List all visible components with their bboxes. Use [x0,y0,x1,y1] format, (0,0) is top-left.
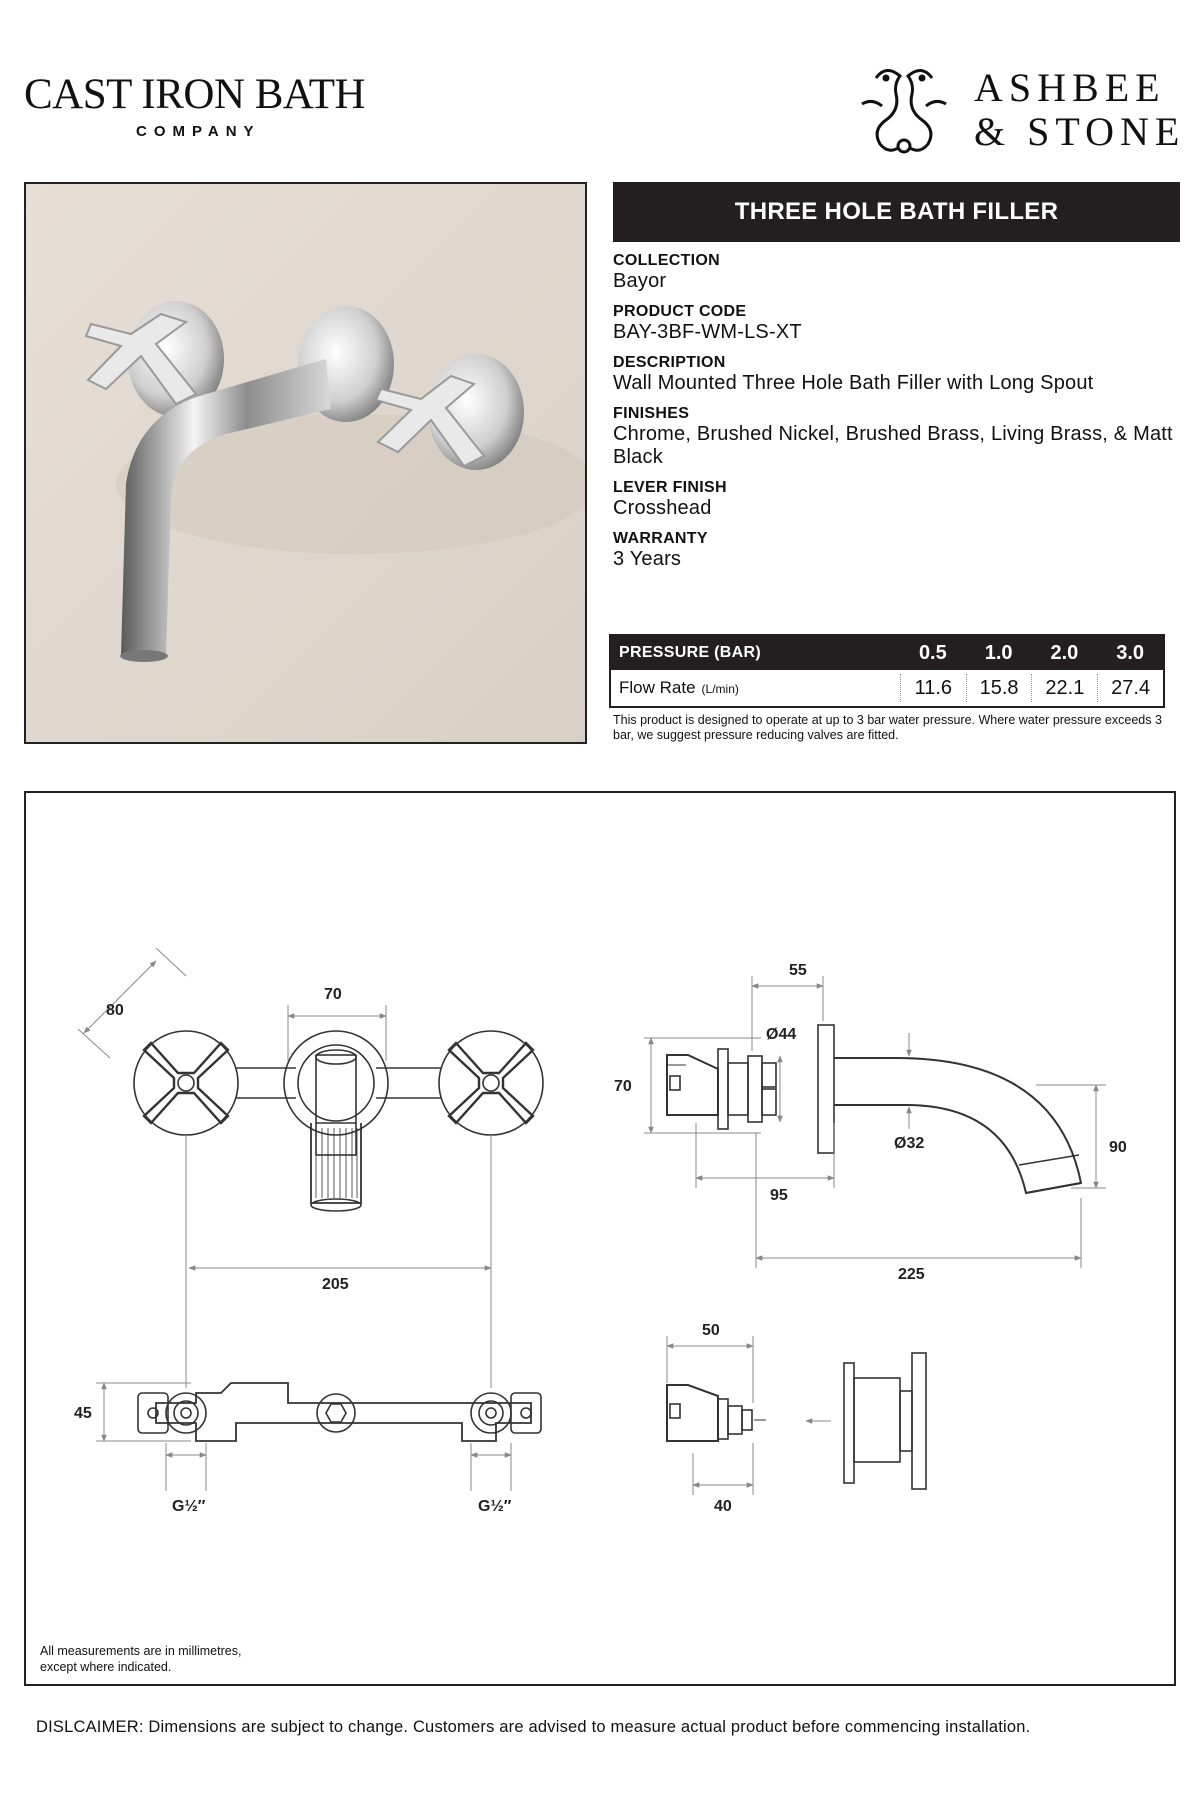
spec-field-description [613,354,1180,395]
pressure-value: 1.0 [984,641,1013,664]
brand-logo-cast-iron-bath [24,70,404,140]
spec-label: LEVER FINISH [613,479,727,496]
spec-value: BAY-3BF-WM-LS-XT [613,321,802,343]
dim-body-height: 45 [74,1405,92,1422]
spec-field-finishes [613,405,1180,469]
brand-name: CAST IRON BATH [24,71,366,118]
flow-rate-value: 11.6 [900,674,966,702]
dim-plate-diameter: Ø44 [766,1026,797,1043]
pressure-value: 3.0 [1116,641,1145,664]
flow-rate-value: 22.1 [1031,674,1097,702]
spec-value: 3 Years [613,548,682,570]
pressure-table [609,634,1165,708]
measurement-note [40,1643,241,1675]
product-photo [24,182,587,744]
spec-label: COLLECTION [613,252,720,269]
spec-field-collection [613,252,1180,293]
spec-field-warranty [613,530,1180,571]
spec-label: PRODUCT CODE [613,303,747,320]
dim-handle-diameter: 80 [106,1002,124,1019]
dim-spout-diameter: Ø32 [894,1135,925,1152]
dim-valve-body: 40 [714,1498,732,1515]
spec-field-lever-finish [613,479,1180,520]
spec-value: Bayor [613,270,667,292]
technical-drawing-svg [26,793,1178,1688]
flow-rate-text: Flow Rate [619,678,696,697]
pressure-table-header [611,636,1163,670]
dim-body-depth: 95 [770,1187,788,1204]
pressure-note: This product is designed to operate at up to 3 bar water pressure. Where water pressure exceeds 3 bar, we suggest pressure reducing valves are fitted. [613,713,1162,742]
pressure-value: 0.5 [918,641,947,664]
pressure-value: 2.0 [1050,641,1079,664]
flow-rate-row [611,670,1163,706]
spec-value: Chrome, Brushed Nickel, Brushed Brass, Living Brass, & Matt Black [613,423,1173,468]
flow-rate-value: 15.8 [966,674,1032,702]
brand-name-line1: ASHBEE [974,65,1166,110]
pressure-header-label: PRESSURE (BAR) [619,644,761,661]
spec-value: Wall Mounted Three Hole Bath Filler with Long Spout [613,372,1094,394]
dim-spout-drop: 90 [1109,1139,1127,1156]
product-spec-panel [613,182,1180,571]
brand-logo-ashbee-stone [856,60,1186,160]
dim-handle-spacing: 205 [322,1276,349,1293]
spec-label: DESCRIPTION [613,354,726,371]
seahorse-emblem-icon [856,60,952,158]
spec-value: Crosshead [613,497,712,519]
dim-inlet-left: G½″ [172,1498,206,1515]
brand-subname: COMPANY [136,123,261,140]
spec-label: FINISHES [613,405,690,422]
disclaimer: DISLCAIMER: Dimensions are subject to change. Customers are advised to measure actual product before commencing installation. [36,1718,1031,1736]
dim-side-height: 70 [614,1078,632,1095]
dim-spout-projection: 225 [898,1266,925,1283]
spec-label: WARRANTY [613,530,708,547]
flow-rate-value: 27.4 [1097,674,1163,702]
flow-rate-label [611,678,900,698]
dim-valve-depth: 50 [702,1322,720,1339]
measurement-note-line1: All measurements are in millimetres, [40,1644,242,1658]
brand-name-line2: & STONE [974,109,1186,154]
technical-drawing [24,791,1176,1686]
dim-spout-plate-width: 70 [324,986,342,1003]
dim-side-depth: 55 [789,962,807,979]
dim-inlet-right: G½″ [478,1498,512,1515]
product-title: THREE HOLE BATH FILLER [613,182,1180,242]
measurement-note-line2: except where indicated. [40,1660,172,1674]
spec-field-product-code [613,303,1180,344]
flow-rate-unit: (L/min) [701,682,739,696]
